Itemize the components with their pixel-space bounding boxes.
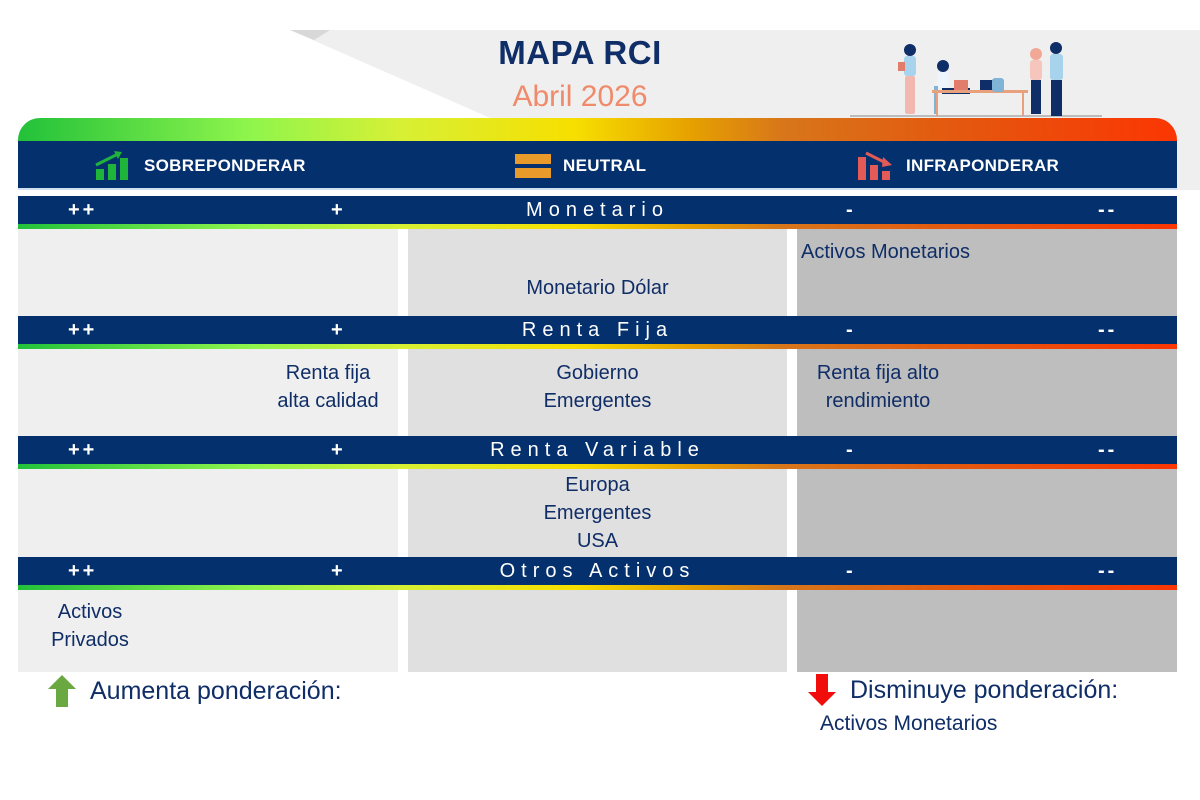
equals-icon [515,152,551,180]
scale-double-plus: ++ [68,439,98,461]
asset-item: Europa Emergentes USA [543,474,652,552]
scale-double-plus: ++ [68,199,98,221]
legend-decrease-item: Activos Monetarios [820,712,998,735]
team-illustration [850,36,1110,120]
asset-item: Renta fija alto rendimiento [816,362,940,412]
scale-minus: - [846,439,856,461]
scale-double-minus: -- [1098,560,1118,582]
scale-plus: + [331,199,346,221]
section-header-monetario [18,196,1177,224]
cell-renta-fija-neutral [408,349,787,436]
cell-otros-activos-under [797,590,1177,672]
category-neutral [515,141,646,190]
scale-minus: - [846,560,856,582]
scale-double-minus: -- [1098,319,1118,341]
cell-renta-variable-neutral [408,469,787,557]
arrow-up-icon [48,675,76,707]
legend-increase-label: Aumenta ponderación: [90,676,342,705]
asset-item: Gobierno Emergentes [543,362,652,412]
cell-otros-activos-over [18,590,398,672]
section-header-renta-fija [18,316,1177,344]
section-header-renta-variable [18,436,1177,464]
category-neutral-label: NEUTRAL [563,155,647,175]
asset-item: Monetario Dólar [526,277,669,299]
page-title: MAPA RCI [498,34,662,71]
section-title: Renta Fija [521,319,674,341]
cell-monetario-under [797,229,1177,316]
scale-double-minus: -- [1098,199,1118,221]
scale-double-plus: ++ [68,560,98,582]
category-overweight-label: SOBREPONDERAR [144,155,306,175]
bar-chart-up-icon [94,151,132,181]
scale-double-plus: ++ [68,319,98,341]
legend-increase [48,675,342,707]
category-underweight [856,141,1059,190]
asset-item: Renta fija alta calidad [277,362,379,412]
scale-minus: - [846,319,856,341]
arrow-down-icon [808,674,836,706]
section-title: Otros Activos [499,560,696,582]
asset-item: Activos Privados [51,601,129,651]
section-title: Monetario [526,199,669,221]
category-header [18,141,1177,190]
weighting-gradient-bar [18,118,1177,142]
scale-double-minus: -- [1098,439,1118,461]
asset-item: Activos Monetarios [801,241,970,263]
scale-plus: + [331,560,346,582]
cell-otros-activos-neutral [408,590,787,672]
cell-monetario-neutral [408,229,787,316]
section-title: Renta Variable [490,439,705,461]
legend-decrease-label: Disminuye ponderación: [850,675,1119,704]
category-underweight-label: INFRAPONDERAR [906,155,1060,175]
cell-renta-variable-over [18,469,398,557]
legend-decrease [808,674,1118,706]
cell-renta-fija-over [18,349,398,436]
scale-plus: + [331,439,346,461]
category-overweight [94,141,306,190]
cell-renta-variable-under [797,469,1177,557]
scale-minus: - [846,199,856,221]
section-header-otros-activos [18,557,1177,585]
cell-monetario-over [18,229,398,316]
scale-plus: + [331,319,346,341]
bar-chart-down-icon [856,151,894,181]
cell-renta-fija-under [797,349,1177,436]
page-subtitle: Abril 2026 [512,80,648,113]
